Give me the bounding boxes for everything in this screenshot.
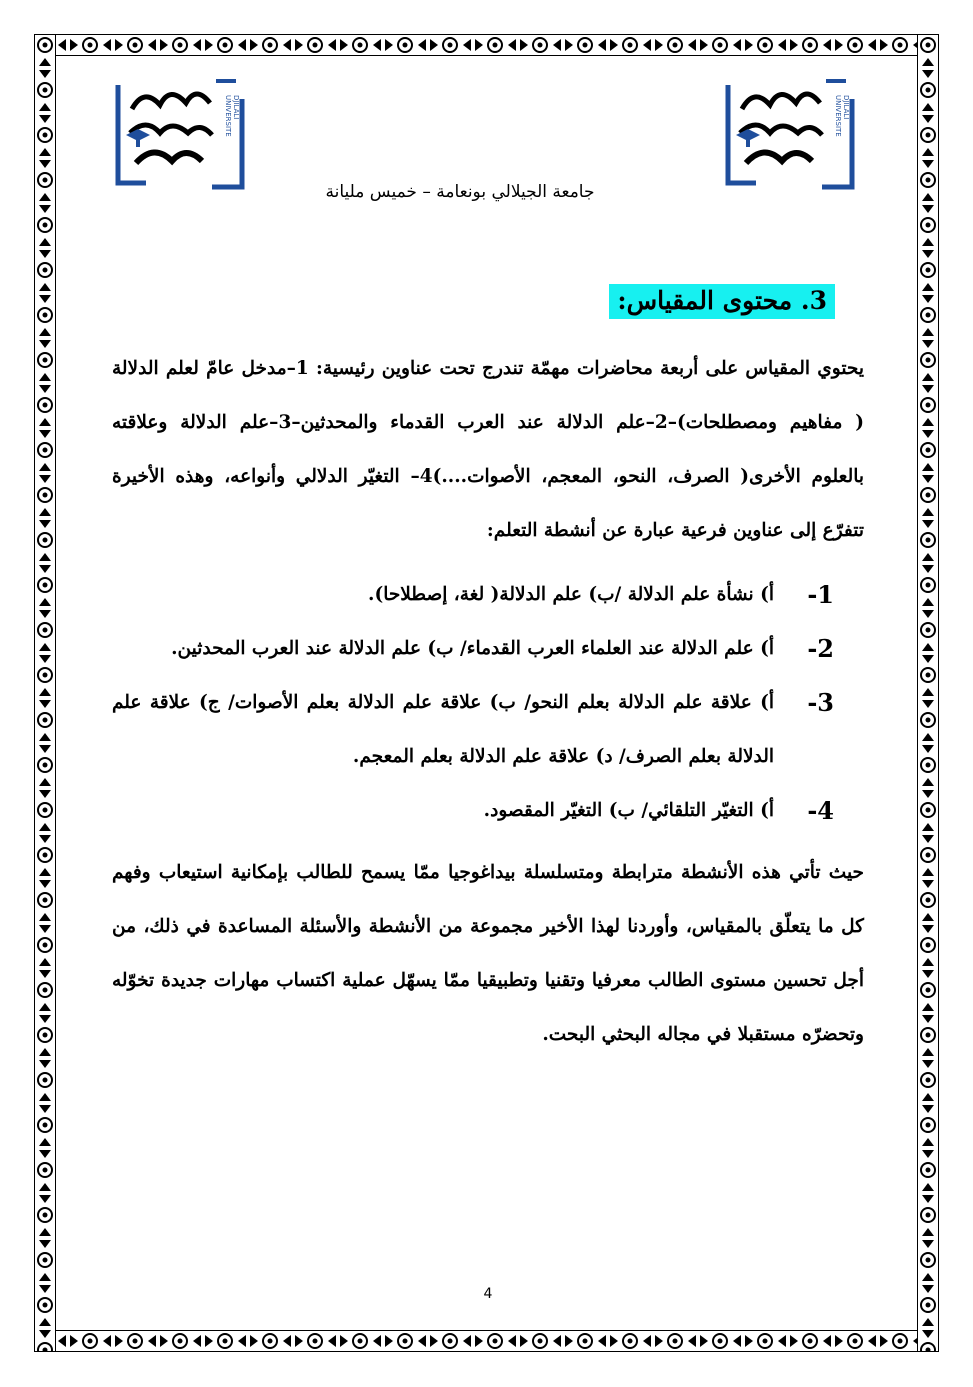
page-border-left [34, 34, 56, 1352]
list-item-text: أ) علم الدلالة عند العلماء العرب القدماء/ ب) علم الدلالة عند العرب المحدثين. [171, 638, 774, 659]
list-item-number: 4- [807, 796, 834, 825]
list-item-text: أ) نشأة علم الدلالة /ب) علم الدلالة( لغة، إصطلاحا). [368, 584, 774, 605]
page-border-right [917, 34, 939, 1352]
university-logo-left [112, 75, 248, 195]
list-item [112, 784, 864, 838]
list-item-number: 3- [807, 688, 834, 717]
university-logo-right [722, 75, 858, 195]
activities-list [112, 568, 864, 838]
list-item-number: 2- [807, 634, 834, 663]
list-item-text: أ) التغيّر التلقائي/ ب) التغيّر المقصود. [483, 800, 774, 821]
page-border-bottom [34, 1330, 939, 1352]
page-border-top [34, 34, 939, 56]
page-number: 4 [483, 1286, 493, 1302]
outro-paragraph: حيث تأتي هذه الأنشطة مترابطة ومتسلسلة بيداغوجيا ممّا يسمح للطالب بإمكانية استيعاب وفهم كل ما يتعلّق بالمقياس، وأوردنا لهذا الأخير مجموعة من الأنشطة والأسئلة المساعدة في ذلك، من أجل تحسين مستوى الطالب معرفيا وتقنيا وتطبيقيا ممّا يسهّل عملية اكتساب مهارات جديدة تخوّله وتحضرّه مستقبلا في مجاله البحثي البحت. [112, 862, 864, 1045]
list-item [112, 676, 864, 784]
list-item-number: 1- [807, 580, 834, 609]
section-heading: 3. محتوى المقياس: [609, 284, 835, 319]
university-name-line: جامعة الجيلالي بونعامة – خميس مليانة [325, 182, 595, 202]
intro-paragraph: يحتوي المقياس على أربعة محاضرات مهمّة تندرج تحت عناوين رئيسية: 1–مدخل عامّ لعلم الدلالة ( مفاهيم ومصطلحات)–2–علم الدلالة عند العرب القدماء والمحدثين–3–علم الدلالة وعلاقته بالعلوم الأخرى( الصرف، النحو، المعجم، الأصوات....)4– التغيّر الدلالي وأنواعه، وهذه الأخيرة تتفرّع إلى عناوين فرعية عبارة عن أنشطة التعلم: [112, 358, 865, 541]
svg-text:DJILALI: DJILALI [232, 95, 240, 120]
svg-text:UNIVERSITE: UNIVERSITE [834, 95, 842, 137]
svg-text:UNIVERSITE: UNIVERSITE [224, 95, 232, 137]
list-item [112, 568, 864, 622]
list-item-text: أ) علاقة علم الدلالة بعلم النحو/ ب) علاقة علم الدلالة بعلم الأصوات/ ج) علاقة علم الدلالة بعلم الصرف/ د) علاقة علم الدلالة بعلم المعجم. [112, 692, 774, 767]
svg-text:DJILALI: DJILALI [842, 95, 850, 120]
list-item [112, 622, 864, 676]
